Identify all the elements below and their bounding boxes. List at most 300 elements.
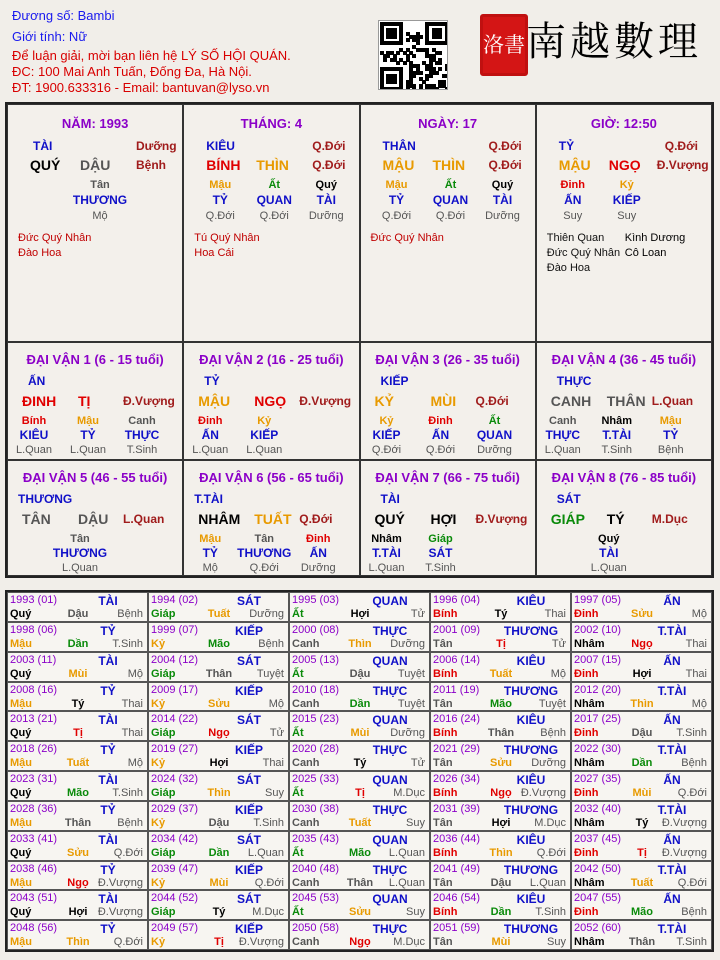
dai-van-stem: ĐINH: [22, 393, 57, 409]
year-branch: Thân: [205, 667, 233, 680]
year-stem: Giáp: [151, 787, 176, 799]
year-stem: Canh: [292, 757, 320, 770]
year-god: TÀI: [98, 713, 118, 728]
year-god: TỶ: [100, 743, 116, 758]
year-cell: [7, 741, 148, 771]
year-stem: Kỷ: [151, 936, 166, 949]
year-label: 2006 (14): [433, 653, 481, 666]
year-cell: [289, 741, 430, 771]
dai-van-stem: GIÁP: [550, 511, 585, 527]
pillar-stem: BÍNH: [206, 157, 241, 173]
year-stem: Canh: [292, 816, 320, 829]
phone-email[interactable]: ĐT: 1900.633316 - Email: bantuvan@lyso.vn: [12, 80, 270, 95]
year-branch: Mão: [490, 697, 512, 710]
pillar-cell: [7, 104, 183, 342]
dai-van-cell: [360, 342, 536, 460]
year-cell: [148, 920, 289, 950]
year-god: THỰC: [372, 802, 408, 817]
hidden-stem: Mậu: [659, 415, 682, 427]
pillar-god-phase: Dưỡng: [136, 139, 177, 153]
year-phase: T.Sinh: [676, 936, 707, 949]
hidden-god: ẤN: [431, 428, 450, 442]
dai-van-cell: [183, 460, 359, 576]
year-stem: Giáp: [151, 846, 176, 859]
year-stem: Bính: [433, 608, 458, 620]
hidden-stem: Ất: [444, 179, 457, 191]
year-stem: Nhâm: [574, 876, 605, 889]
year-label: 2039 (47): [151, 862, 199, 875]
year-branch: Mùi: [491, 936, 511, 949]
year-god: THỰC: [372, 623, 408, 638]
year-stem: Đinh: [574, 846, 599, 859]
year-stem: Canh: [292, 637, 320, 650]
year-cell: [430, 831, 571, 861]
year-label: 2036 (44): [433, 832, 481, 845]
year-stem: Quý: [10, 667, 32, 680]
year-branch: Dậu: [349, 667, 371, 680]
dai-van-branch: TÝ: [606, 511, 625, 527]
year-phase: L.Quan: [388, 876, 425, 889]
star-left: Tú Quý Nhân: [194, 232, 260, 244]
year-stem: Đinh: [574, 667, 599, 680]
year-cell: [7, 801, 148, 831]
hidden-stem: Mậu: [199, 533, 222, 545]
year-phase: Bệnh: [681, 906, 707, 919]
hidden-phase: Dưỡng: [300, 562, 336, 574]
year-label: 2021 (29): [433, 743, 481, 756]
year-god: THƯƠNG: [503, 862, 559, 877]
year-label: 2032 (40): [574, 802, 622, 815]
year-cell: [430, 890, 571, 920]
year-god: THỰC: [372, 862, 408, 877]
year-phase: M.Dục: [393, 787, 425, 799]
year-phase: Mộ: [268, 697, 284, 710]
pillar-god: KIÊU: [206, 139, 235, 153]
year-phase: Thai: [544, 608, 566, 620]
year-label: 2002 (10): [574, 623, 622, 636]
year-god: KIẾP: [234, 922, 263, 937]
dai-van-title: ĐẠI VẬN 1 (6 - 15 tuổi): [26, 352, 164, 367]
year-branch: Sửu: [348, 906, 372, 919]
year-label: 2004 (12): [151, 653, 199, 666]
year-cell: [430, 741, 571, 771]
year-god: KIÊU: [516, 594, 546, 608]
year-stem: Nhâm: [574, 637, 605, 650]
dai-van-title: ĐẠI VẬN 2 (16 - 25 tuổi): [199, 352, 344, 367]
year-cell: [571, 592, 712, 622]
year-cell: [7, 861, 148, 891]
pillar-god-phase: Q.Đới: [488, 139, 522, 153]
year-god: TỶ: [100, 623, 116, 638]
year-phase: Thai: [685, 637, 707, 650]
year-stem: Canh: [292, 876, 320, 889]
year-label: 2035 (43): [292, 832, 340, 845]
year-branch: Thìn: [66, 936, 90, 949]
hidden-god: KIẾP: [612, 193, 641, 207]
year-label: 2034 (42): [151, 832, 199, 845]
year-god: ẤN: [663, 773, 681, 787]
year-branch: Dậu: [208, 816, 230, 829]
subject-name: Đương số: Bambi: [12, 8, 115, 23]
hidden-god: THƯƠNG: [72, 193, 128, 207]
year-stem: Canh: [292, 697, 320, 710]
year-cell: [430, 592, 571, 622]
year-phase: Mộ: [550, 667, 566, 680]
year-god: THỰC: [372, 683, 408, 698]
year-phase: M.Dục: [534, 816, 566, 829]
star-left: Đức Quý Nhân: [546, 247, 621, 259]
hidden-god: T.TÀI: [372, 546, 401, 560]
year-stem: Tân: [433, 876, 453, 889]
year-god: T.TÀI: [657, 623, 687, 638]
year-label: 2017 (25): [574, 713, 622, 726]
year-branch: Ngọ: [490, 787, 512, 799]
year-branch: Thân: [628, 936, 656, 949]
dai-van-phase: L.Quan: [651, 394, 694, 408]
pillar-cell: [536, 104, 712, 342]
hidden-stem: Tân: [254, 533, 275, 545]
seal-stamp: 洛書: [480, 14, 528, 76]
year-label: 2018 (26): [10, 743, 58, 756]
dai-van-branch: HỢI: [430, 511, 457, 527]
pillar-god: TỶ: [558, 139, 575, 153]
year-god: KIẾP: [234, 743, 263, 758]
dai-van-title: ĐẠI VẬN 7 (66 - 75 tuổi): [375, 470, 520, 485]
hidden-phase: Q.Đới: [435, 210, 466, 222]
year-label: 2005 (13): [292, 653, 340, 666]
year-branch: Dần: [349, 697, 371, 710]
hidden-phase: T.Sinh: [601, 444, 633, 456]
year-branch: Mùi: [632, 787, 652, 799]
year-branch: Tý: [494, 608, 508, 620]
year-cell: [148, 831, 289, 861]
star-left: Đức Quý Nhân: [370, 232, 444, 244]
year-phase: T.Sinh: [112, 637, 143, 650]
year-stem: Mậu: [10, 876, 32, 889]
hidden-stem: Quý: [315, 179, 337, 191]
year-stem: Kỷ: [151, 876, 166, 889]
year-cell: [7, 622, 148, 652]
year-god: ẤN: [663, 832, 681, 847]
year-god: ẤN: [663, 713, 681, 728]
dai-van-cell: [360, 460, 536, 576]
dai-van-stem: QUÝ: [374, 511, 405, 527]
year-cell: [289, 920, 430, 950]
year-cell: [289, 801, 430, 831]
year-cell: [148, 622, 289, 652]
year-stem: Ất: [292, 846, 304, 859]
year-god: TỶ: [100, 922, 116, 937]
hidden-god: TỶ: [212, 193, 228, 207]
hidden-stem: Kỷ: [379, 415, 394, 427]
year-branch: Tý: [353, 757, 367, 770]
year-stem: Tân: [433, 936, 453, 949]
year-label: 1999 (07): [151, 623, 199, 636]
dai-van-phase: Đ.Vượng: [299, 394, 352, 408]
year-cell: [289, 890, 430, 920]
hidden-phase: L.Quan: [590, 562, 627, 574]
year-phase: Suy: [406, 906, 425, 919]
star-right: Cô Loan: [624, 247, 667, 259]
year-phase: T.Sinh: [112, 787, 143, 799]
year-label: 2040 (48): [292, 862, 340, 875]
year-stem: Tân: [433, 816, 453, 829]
year-cell: [148, 741, 289, 771]
year-branch: Thân: [487, 727, 515, 740]
hidden-god: KIÊU: [19, 428, 49, 442]
hidden-stem: Đinh: [428, 415, 453, 427]
year-label: 2044 (52): [151, 892, 199, 905]
hidden-stem: Canh: [128, 415, 156, 427]
year-phase: Thai: [685, 667, 707, 680]
year-phase: Đ.Vượng: [97, 876, 143, 889]
hidden-stem: Nhâm: [601, 415, 633, 427]
year-god: THƯƠNG: [503, 683, 559, 698]
dai-van-cell: [7, 342, 183, 460]
pillar-branch: NGỌ: [608, 157, 641, 173]
hidden-god: THỰC: [545, 428, 581, 442]
star-left: Đào Hoa: [546, 262, 591, 274]
year-cell: [289, 831, 430, 861]
year-label: 1995 (03): [292, 594, 340, 606]
dai-van-phase: Q.Đới: [475, 394, 509, 408]
year-cell: [7, 771, 148, 801]
year-stem: Giáp: [151, 727, 176, 740]
dai-van-branch: MÙI: [430, 393, 457, 409]
year-god: SÁT: [237, 832, 261, 847]
year-cell: [289, 682, 430, 712]
dai-van-phase: Q.Đới: [299, 512, 333, 526]
year-god: TÀI: [98, 773, 118, 787]
hidden-stem: Tân: [90, 179, 110, 191]
year-branch: Mão: [349, 846, 371, 859]
year-stem: Tân: [433, 637, 453, 650]
year-stem: Canh: [292, 936, 320, 949]
year-stem: Giáp: [151, 906, 176, 919]
year-phase: T.Sinh: [676, 727, 707, 740]
year-cell: [430, 711, 571, 741]
year-branch: Thìn: [489, 846, 513, 859]
hidden-stem: Quý: [598, 533, 620, 545]
year-cell: [148, 652, 289, 682]
year-branch: Ngọ: [67, 876, 89, 889]
hidden-phase: Bệnh: [657, 444, 684, 456]
year-cell: [430, 771, 571, 801]
year-phase: Dưỡng: [531, 757, 566, 770]
year-stem: Đinh: [574, 906, 599, 919]
hidden-phase: Q.Đới: [371, 444, 402, 456]
year-god: TÀI: [98, 892, 118, 907]
year-label: 2037 (45): [574, 832, 622, 845]
hidden-god: QUAN: [432, 193, 469, 207]
year-god: T.TÀI: [657, 683, 687, 698]
year-cell: [571, 861, 712, 891]
year-god: KIÊU: [516, 832, 546, 847]
year-phase: Đ.Vượng: [238, 936, 284, 949]
hidden-phase: Mộ: [202, 562, 218, 574]
year-god: THƯƠNG: [503, 802, 559, 817]
year-branch: Hợi: [209, 757, 229, 770]
year-stem: Bính: [433, 787, 458, 799]
pillar-stem: MẬU: [558, 157, 591, 173]
pillar-phase: Q.Đới: [312, 158, 346, 172]
contact-invite: Để luận giải, mời bạn liên hệ LÝ SỐ HỘI QUÁN.: [12, 48, 291, 63]
year-stem: Quý: [10, 787, 32, 799]
brand-logo: 南越數理: [526, 19, 702, 65]
hidden-god: QUAN: [476, 428, 513, 442]
pillar-god: THÂN: [382, 139, 416, 153]
year-label: 2015 (23): [292, 713, 340, 726]
year-stem: Nhâm: [574, 936, 605, 949]
dai-van-god: THỰC: [556, 374, 592, 388]
pillar-branch: THÌN: [256, 157, 289, 173]
year-phase: Bệnh: [258, 637, 284, 650]
year-stem: Nhâm: [574, 697, 605, 710]
year-god: SÁT: [237, 773, 261, 787]
year-branch: Mùi: [209, 876, 229, 889]
year-cell: [148, 890, 289, 920]
year-branch: Tuất: [630, 876, 654, 889]
year-god: QUAN: [372, 832, 408, 847]
hidden-god: SÁT: [428, 546, 453, 560]
year-cell: [148, 592, 289, 622]
hidden-stem: Mậu: [209, 179, 232, 191]
dai-van-cell: [183, 342, 359, 460]
hidden-god: ẤN: [564, 193, 582, 207]
hidden-stem: Nhâm: [371, 533, 402, 545]
pillar-phase: Bệnh: [136, 158, 166, 172]
dai-van-branch: TỊ: [78, 393, 91, 409]
year-cell: [148, 711, 289, 741]
year-god: THỰC: [372, 922, 408, 937]
year-branch: Dậu: [67, 608, 89, 620]
hidden-phase: Dưỡng: [485, 210, 520, 222]
year-phase: Đ.Vượng: [661, 846, 707, 859]
hidden-phase: Q.Đới: [249, 562, 279, 574]
year-branch: Tuất: [207, 608, 231, 620]
star-left: Hoa Cái: [194, 247, 234, 259]
year-stem: Tân: [433, 697, 453, 710]
year-god: SÁT: [237, 594, 261, 608]
dai-van-title: ĐẠI VẬN 4 (36 - 45 tuổi): [551, 352, 697, 367]
year-branch: Sửu: [207, 697, 231, 710]
year-stem: Ất: [292, 727, 304, 740]
year-god: QUAN: [372, 594, 408, 608]
year-branch: Thân: [346, 876, 374, 889]
address: ĐC: 100 Mai Anh Tuấn, Đống Đa, Hà Nội.: [12, 64, 252, 79]
year-stem: Nhâm: [574, 757, 605, 770]
dai-van-god: TÀI: [380, 492, 400, 506]
year-phase: Tuyệt: [538, 697, 566, 710]
hidden-god: TỶ: [663, 428, 679, 442]
year-cell: [289, 622, 430, 652]
gender: Giới tính: Nữ: [12, 29, 88, 44]
year-phase: T.Sinh: [253, 816, 284, 829]
hidden-god: KIẾP: [250, 428, 279, 442]
year-cell: [571, 920, 712, 950]
year-branch: Hợi: [350, 608, 370, 620]
dai-van-phase: Đ.Vượng: [475, 512, 528, 526]
year-phase: Mộ: [691, 697, 707, 710]
year-label: 2022 (30): [574, 743, 622, 756]
year-label: 2027 (35): [574, 773, 622, 785]
year-stem: Tân: [433, 757, 453, 770]
year-phase: Tuyệt: [397, 697, 425, 710]
year-branch: Dần: [208, 846, 230, 859]
year-god: TỶ: [100, 862, 116, 877]
year-branch: Thìn: [348, 637, 372, 650]
year-phase: L.Quan: [529, 876, 566, 889]
year-label: 2038 (46): [10, 862, 58, 875]
year-stem: Ất: [292, 667, 304, 680]
year-branch: Thân: [64, 816, 92, 829]
hidden-phase: Q.Đới: [259, 210, 289, 222]
year-label: 2020 (28): [292, 743, 340, 756]
year-branch: Tý: [71, 697, 85, 710]
year-branch: Mão: [631, 906, 653, 919]
hidden-god: TÀI: [316, 193, 336, 207]
pillar-god: TÀI: [33, 139, 53, 153]
dai-van-cell: [536, 460, 712, 576]
year-phase: T.Sinh: [535, 906, 566, 919]
year-label: 2008 (16): [10, 683, 58, 696]
year-cell: [571, 890, 712, 920]
year-phase: Thai: [121, 697, 143, 710]
qr-code[interactable]: [378, 20, 448, 90]
year-phase: Bệnh: [681, 757, 707, 770]
year-cell: [148, 801, 289, 831]
year-label: 2033 (41): [10, 832, 58, 845]
year-phase: Thai: [121, 727, 143, 740]
year-label: 2052 (60): [574, 922, 622, 935]
hidden-stem: Bính: [21, 415, 47, 427]
year-branch: Tuất: [489, 667, 513, 680]
year-cell: [7, 920, 148, 950]
pillar-god-phase: Q.Đới: [664, 139, 698, 153]
year-phase: M.Dục: [393, 936, 425, 949]
year-cell: [571, 771, 712, 801]
year-god: THƯƠNG: [503, 922, 559, 937]
dai-van-phase: M.Dục: [651, 512, 688, 526]
year-label: 2013 (21): [10, 713, 58, 726]
year-label: 2041 (49): [433, 862, 481, 875]
year-label: 2043 (51): [10, 892, 58, 905]
year-label: 2028 (36): [10, 802, 58, 815]
pillar-phase: Đ.Vượng: [656, 158, 709, 172]
year-branch: Dậu: [490, 876, 512, 889]
pillar-cell: [360, 104, 536, 342]
year-cell: [571, 711, 712, 741]
hidden-stem: Giáp: [428, 533, 453, 545]
hidden-phase: L.Quan: [544, 444, 581, 456]
year-phase: Mộ: [127, 667, 143, 680]
year-cell: [430, 652, 571, 682]
year-cell: [148, 771, 289, 801]
year-god: QUAN: [372, 653, 408, 668]
year-god: KIẾP: [234, 623, 263, 638]
year-cell: [430, 861, 571, 891]
dai-van-phase: L.Quan: [123, 512, 165, 526]
year-phase: Đ.Vượng: [520, 787, 566, 799]
hidden-stem: Quý: [491, 179, 514, 191]
year-label: 2010 (18): [292, 683, 340, 696]
year-cell: [571, 622, 712, 652]
year-god: T.TÀI: [657, 922, 687, 937]
pillar-stem: MẬU: [382, 157, 415, 173]
year-cell: [7, 592, 148, 622]
year-phase: Dưỡng: [390, 637, 425, 650]
year-branch: Dần: [67, 637, 89, 650]
